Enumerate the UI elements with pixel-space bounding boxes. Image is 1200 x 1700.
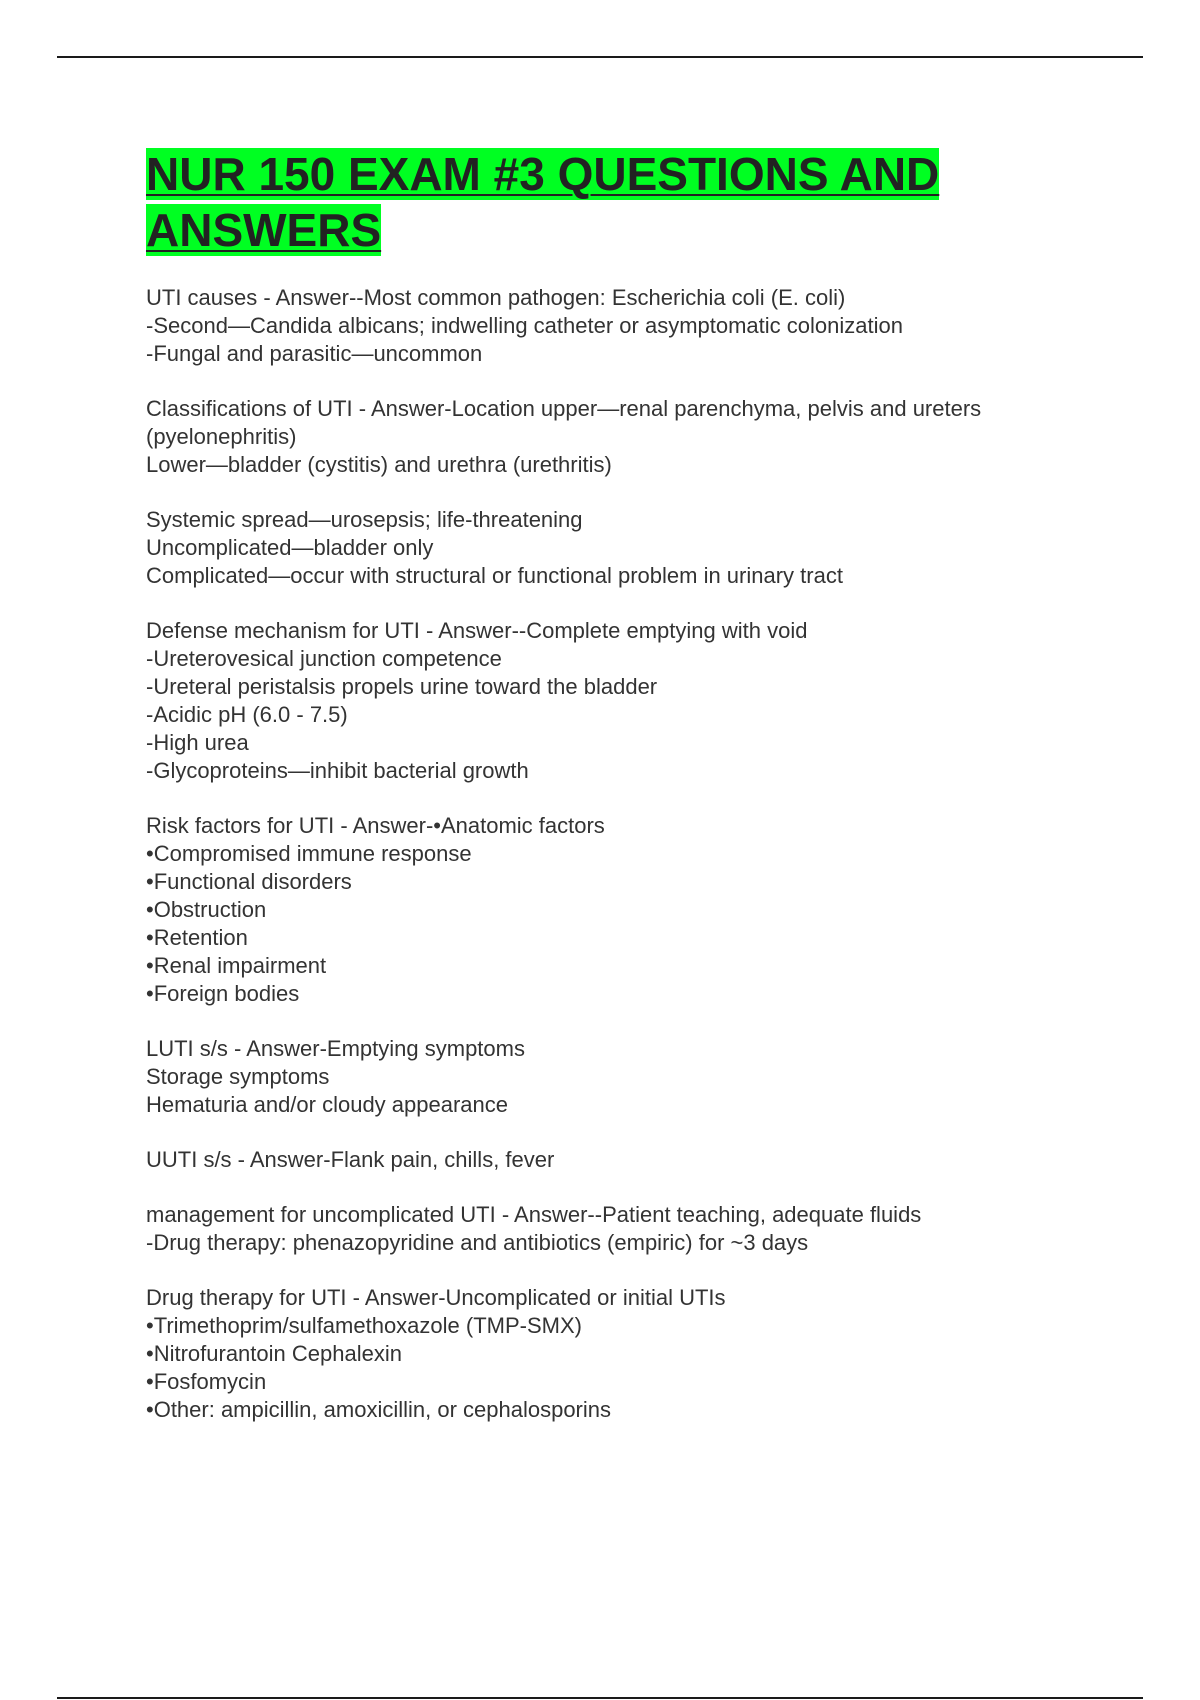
text-line: UUTI s/s - Answer-Flank pain, chills, fever	[146, 1147, 555, 1172]
text-line: LUTI s/s - Answer-Emptying symptoms	[146, 1036, 525, 1061]
text-line: Uncomplicated—bladder only	[146, 535, 434, 560]
text-line: Risk factors for UTI - Answer-•Anatomic factors	[146, 813, 605, 838]
text-line: -Ureteral peristalsis propels urine toward the bladder	[146, 674, 658, 699]
document-title-text: NUR 150 EXAM #3 QUESTIONS AND ANSWERS	[146, 148, 940, 256]
text-line: Classifications of UTI - Answer-Location upper—renal parenchyma, pelvis and ureters (pyelonephritis)	[146, 396, 982, 449]
text-line: •Foreign bodies	[146, 981, 300, 1006]
text-line: -Ureterovesical junction competence	[146, 646, 502, 671]
text-line: -Drug therapy: phenazopyridine and antibiotics (empiric) for ~3 days	[146, 1230, 809, 1255]
text-line: Hematuria and/or cloudy appearance	[146, 1092, 509, 1117]
qa-block-management	[146, 1201, 1106, 1257]
qa-block-defense-mechanism	[146, 617, 1106, 785]
text-line: Defense mechanism for UTI - Answer--Complete emptying with void	[146, 618, 808, 643]
text-line: •Fosfomycin	[146, 1369, 267, 1394]
text-line: •Other: ampicillin, amoxicillin, or cephalosporins	[146, 1397, 611, 1422]
text-line: •Retention	[146, 925, 248, 950]
qa-block-systemic-spread	[146, 506, 1106, 590]
top-rule	[57, 56, 1143, 58]
qa-block-risk-factors	[146, 812, 1106, 1008]
document-body	[146, 146, 1106, 1451]
bottom-rule	[57, 1697, 1143, 1699]
qa-block-uti-causes	[146, 284, 1106, 368]
qa-block-classifications	[146, 395, 1106, 479]
text-line: •Renal impairment	[146, 953, 327, 978]
text-line: UTI causes - Answer--Most common pathogen: Escherichia coli (E. coli)	[146, 285, 846, 310]
text-line: •Compromised immune response	[146, 841, 472, 866]
text-line: •Trimethoprim/sulfamethoxazole (TMP-SMX)	[146, 1313, 582, 1338]
text-line: Storage symptoms	[146, 1064, 330, 1089]
text-line: •Obstruction	[146, 897, 267, 922]
text-line: -Acidic pH (6.0 - 7.5)	[146, 702, 348, 727]
text-line: •Functional disorders	[146, 869, 352, 894]
text-line: -Fungal and parasitic—uncommon	[146, 341, 483, 366]
text-line: Drug therapy for UTI - Answer-Uncomplicated or initial UTIs	[146, 1285, 726, 1310]
text-line: -Second—Candida albicans; indwelling catheter or asymptomatic colonization	[146, 313, 903, 338]
text-line: Lower—bladder (cystitis) and urethra (urethritis)	[146, 452, 612, 477]
qa-block-luti-symptoms	[146, 1035, 1106, 1119]
qa-block-drug-therapy	[146, 1284, 1106, 1424]
qa-block-uuti-symptoms	[146, 1146, 1106, 1174]
text-line: •Nitrofurantoin Cephalexin	[146, 1341, 402, 1366]
text-line: Systemic spread—urosepsis; life-threatening	[146, 507, 583, 532]
document-title	[146, 146, 1106, 258]
text-line: -High urea	[146, 730, 249, 755]
text-line: management for uncomplicated UTI - Answer--Patient teaching, adequate fluids	[146, 1202, 922, 1227]
text-line: -Glycoproteins—inhibit bacterial growth	[146, 758, 529, 783]
text-line: Complicated—occur with structural or functional problem in urinary tract	[146, 563, 843, 588]
